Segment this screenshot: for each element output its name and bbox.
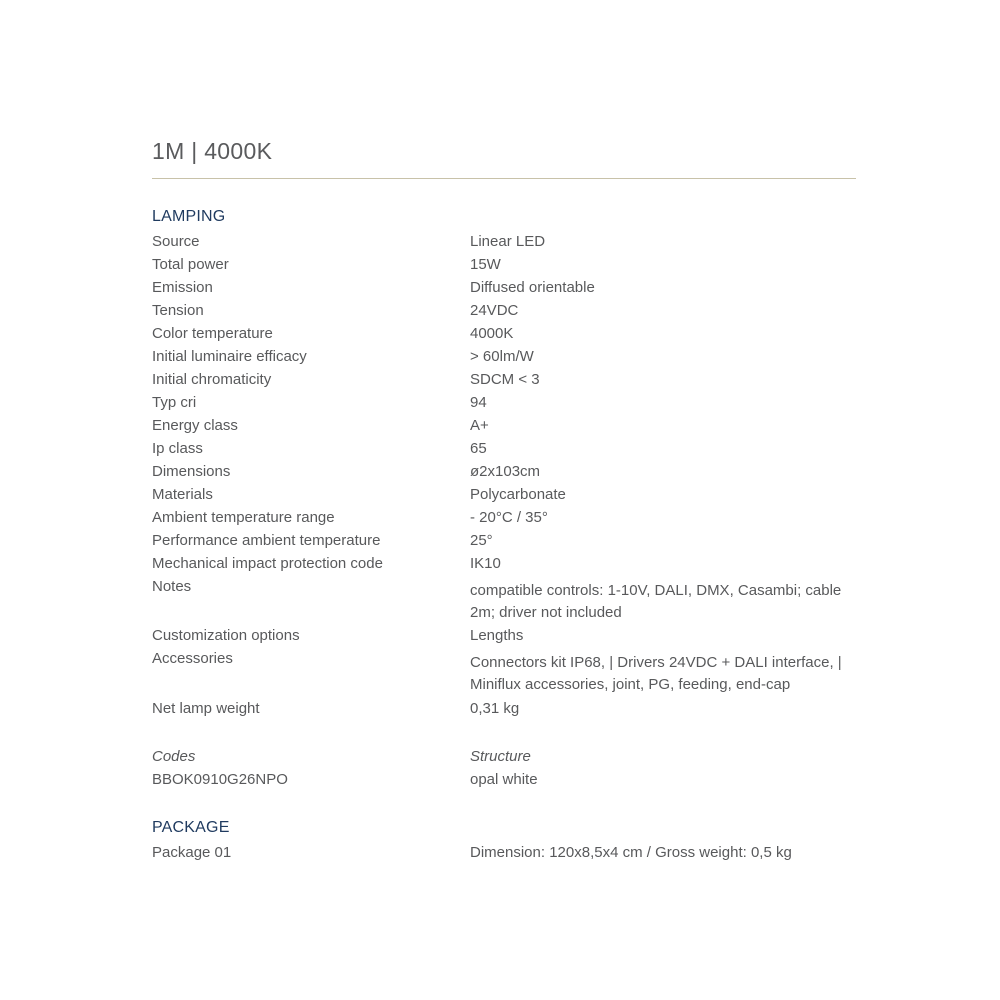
spec-value: IK10 <box>470 555 501 572</box>
weight-label: Net lamp weight <box>152 700 260 717</box>
accessories-label: Accessories <box>152 650 233 667</box>
spec-value: 25° <box>470 532 493 549</box>
package-value: Dimension: 120x8,5x4 cm / Gross weight: 0,5 kg <box>470 844 792 861</box>
weight-value: 0,31 kg <box>470 700 520 717</box>
spec-label: Tension <box>152 302 204 319</box>
notes-line-1: compatible controls: 1-10V, DALI, DMX, Casambi; cable <box>470 582 842 599</box>
notes-label: Notes <box>152 578 192 595</box>
spec-value: - 20°C / 35° <box>470 509 548 526</box>
accessories-line-2: Miniflux accessories, joint, PG, feeding, end-cap <box>470 676 791 693</box>
spec-label: Source <box>152 233 200 250</box>
spec-value: 24VDC <box>470 302 519 319</box>
spec-label: Initial luminaire efficacy <box>152 348 307 365</box>
spec-value: SDCM < 3 <box>470 371 540 388</box>
codes-heading: Codes <box>152 748 196 765</box>
accessories-line-1: Connectors kit IP68, | Drivers 24VDC + DALI interface, | <box>470 654 842 671</box>
spec-label: Color temperature <box>152 325 273 342</box>
page-title: 1M | 4000K <box>152 138 273 164</box>
structure-value: opal white <box>470 771 538 788</box>
spec-value: Linear LED <box>470 233 546 250</box>
spec-value: A+ <box>470 417 489 434</box>
spec-value: Diffused orientable <box>470 279 595 296</box>
structure-heading: Structure <box>470 748 531 765</box>
spec-label: Ambient temperature range <box>152 509 335 526</box>
spec-label: Initial chromaticity <box>152 371 272 388</box>
accessories-value <box>470 652 856 696</box>
notes-line-2: 2m; driver not included <box>470 604 622 621</box>
spec-value: 15W <box>470 256 501 273</box>
notes-value <box>470 580 856 624</box>
spec-value: 4000K <box>470 325 514 342</box>
customization-label: Customization options <box>152 627 300 644</box>
spec-label: Ip class <box>152 440 203 457</box>
package-heading: PACKAGE <box>152 819 230 836</box>
spec-value: Polycarbonate <box>470 486 566 503</box>
spec-value: ø2x103cm <box>470 463 541 480</box>
spec-label: Emission <box>152 279 213 296</box>
spec-label: Energy class <box>152 417 238 434</box>
customization-value: Lengths <box>470 627 524 644</box>
product-code: BBOK0910G26NPO <box>152 771 288 788</box>
spec-value: 94 <box>470 394 487 411</box>
spec-label: Typ cri <box>152 394 197 411</box>
spec-label: Performance ambient temperature <box>152 532 381 549</box>
spec-label: Total power <box>152 256 229 273</box>
title-divider <box>152 178 856 179</box>
spec-sheet <box>152 0 856 1000</box>
spec-label: Materials <box>152 486 213 503</box>
package-label: Package 01 <box>152 844 232 861</box>
spec-value: > 60lm/W <box>470 348 534 365</box>
spec-label: Dimensions <box>152 463 231 480</box>
spec-value: 65 <box>470 440 487 457</box>
spec-label: Mechanical impact protection code <box>152 555 383 572</box>
lamping-heading: LAMPING <box>152 208 226 225</box>
